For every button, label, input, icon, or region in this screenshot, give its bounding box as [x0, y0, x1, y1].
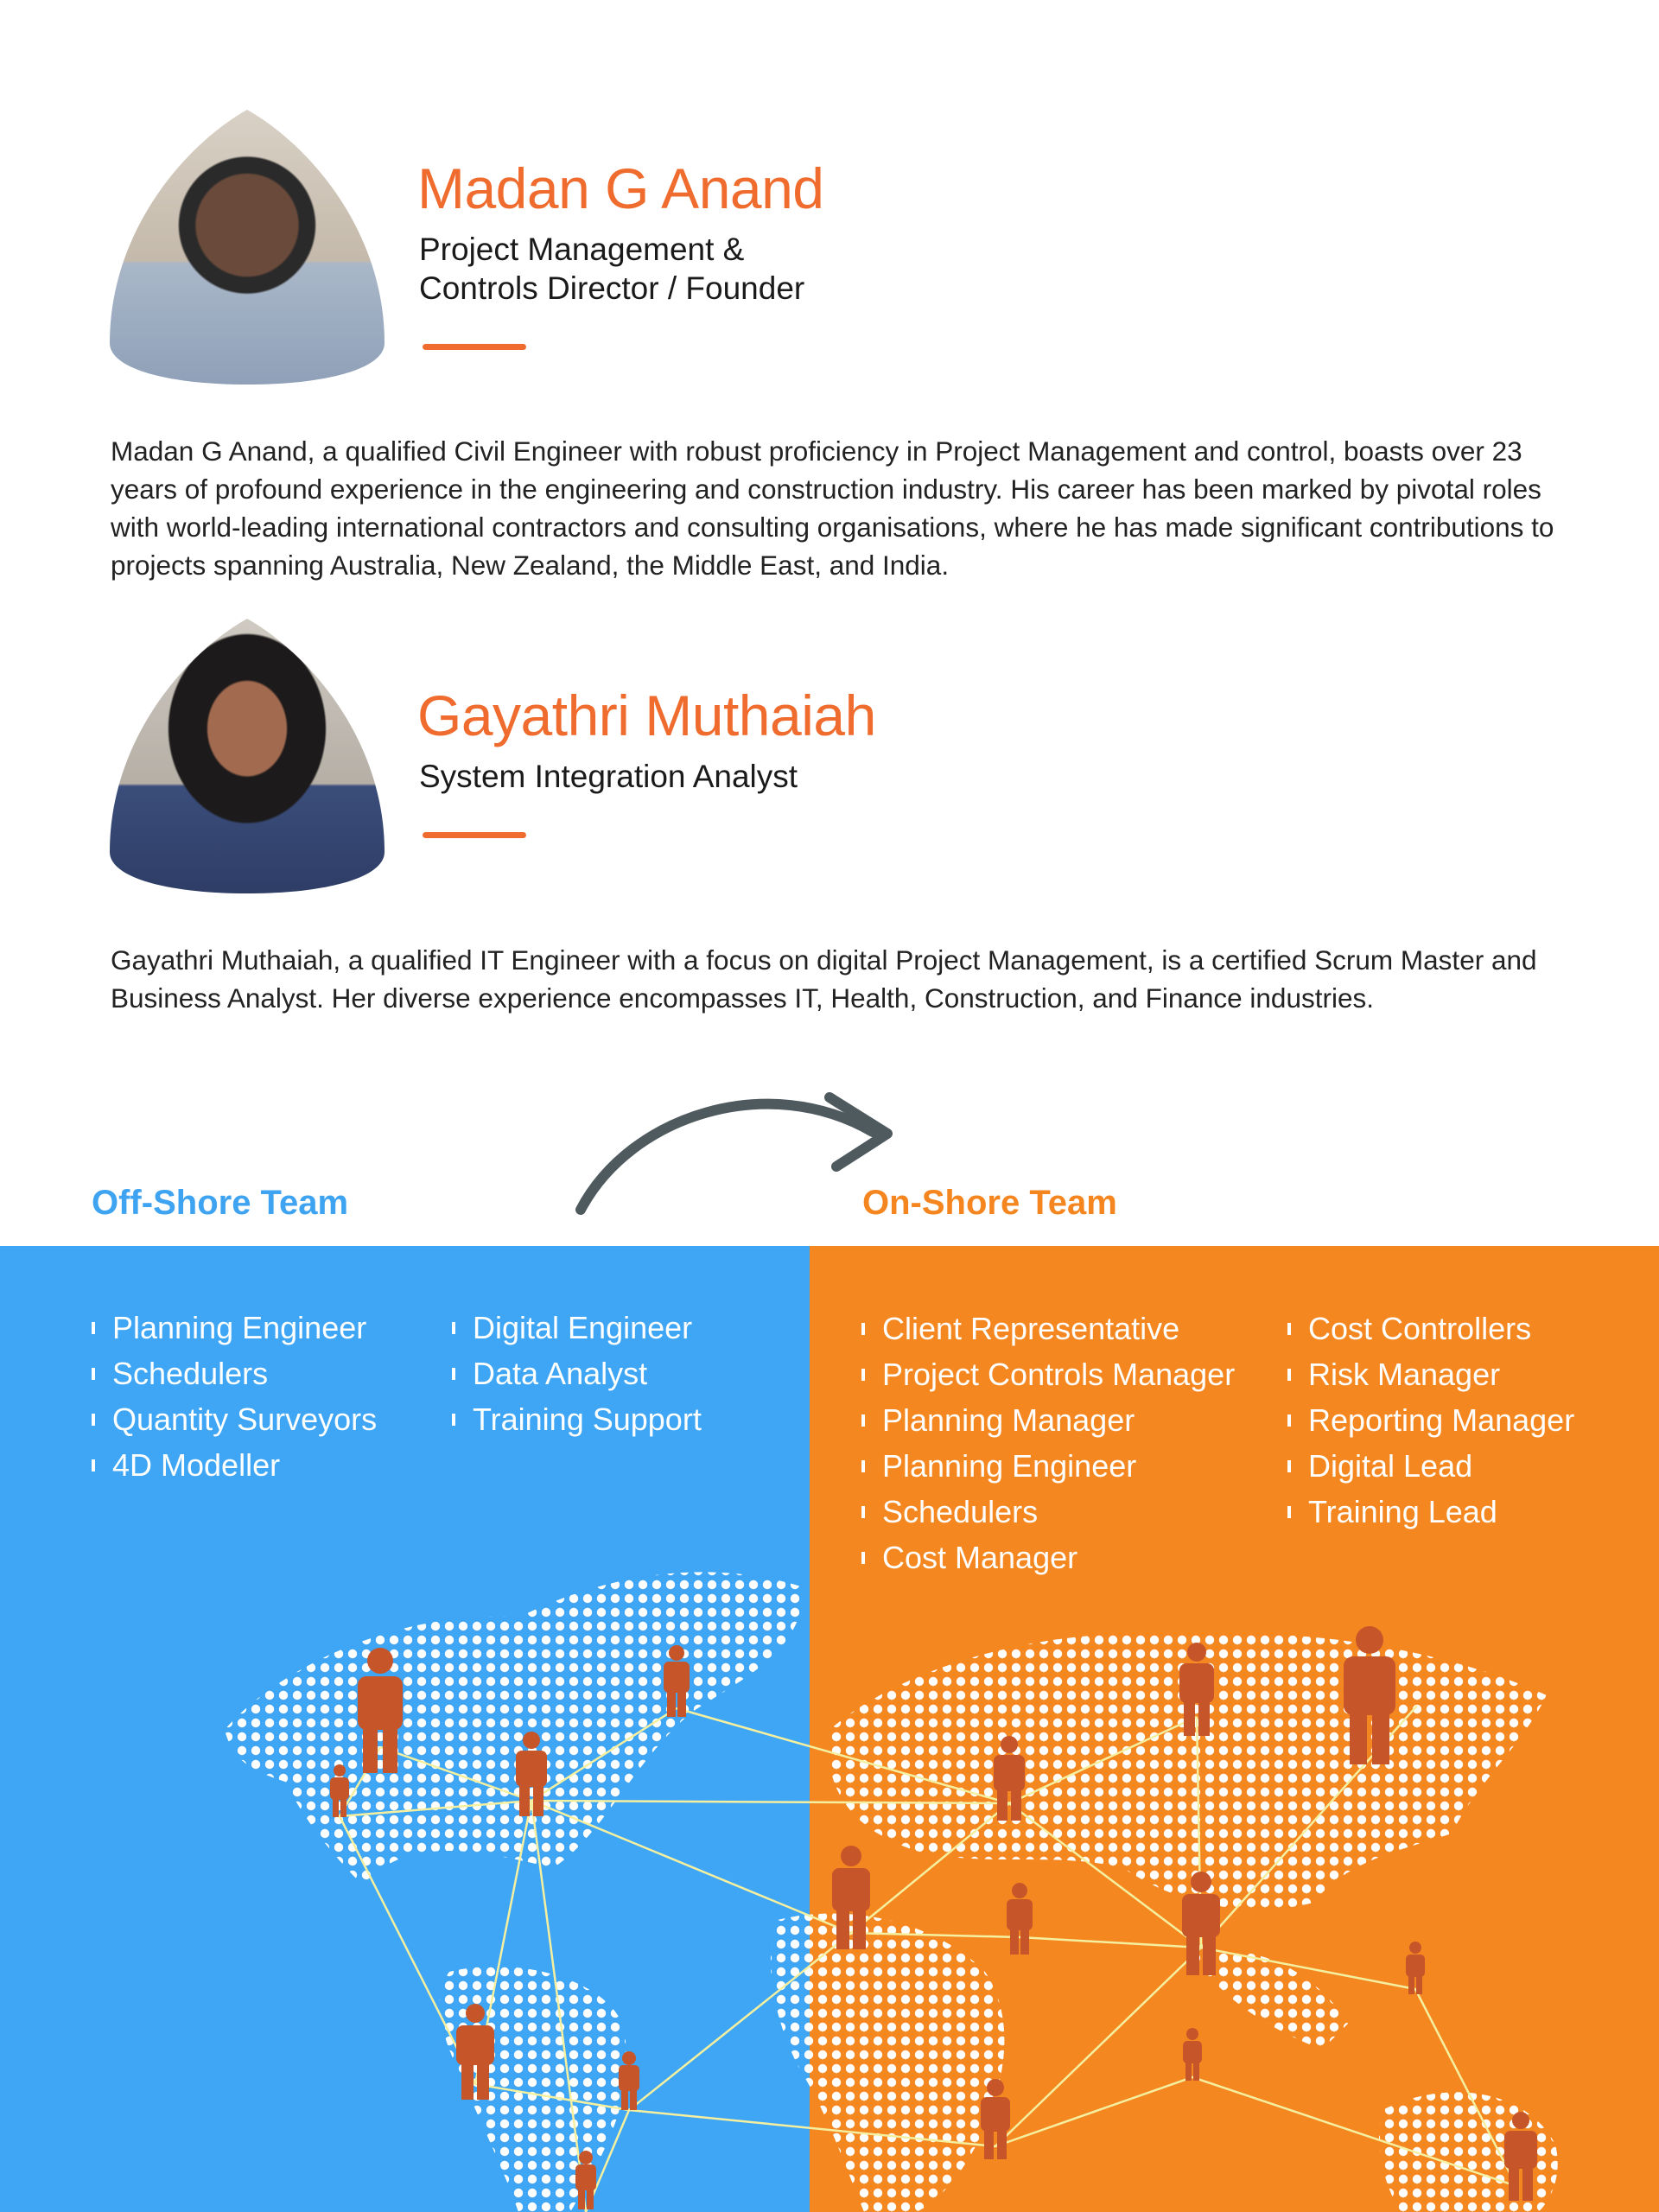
onshore-roles-col2 [1287, 1306, 1574, 1535]
list-item: Risk Manager [1287, 1351, 1574, 1397]
list-item: Project Controls Manager [861, 1351, 1235, 1397]
list-item: Schedulers [861, 1489, 1235, 1535]
list-item: Digital Engineer [452, 1305, 702, 1351]
list-item: Client Representative [861, 1306, 1235, 1351]
list-item: Cost Controllers [1287, 1306, 1574, 1351]
list-item: Reporting Manager [1287, 1397, 1574, 1443]
list-item: Digital Lead [1287, 1443, 1574, 1489]
profile-2-name: Gayathri Muthaiah [417, 683, 876, 747]
list-item: Schedulers [92, 1351, 377, 1396]
list-item: 4D Modeller [92, 1442, 377, 1488]
list-item: Training Support [452, 1396, 702, 1442]
offshore-team-title: Off-Shore Team [92, 1184, 349, 1222]
offshore-roles-col2 [452, 1305, 702, 1442]
profile-2-role: System Integration Analyst [419, 759, 798, 794]
list-item: Planning Engineer [861, 1443, 1235, 1489]
list-item: Quantity Surveyors [92, 1396, 377, 1442]
profile-2-bio: Gayathri Muthaiah, a qualified IT Engineer with a focus on digital Project Management, is a certified Scrum Master and Business Analyst. Her diverse experience encompasses IT, Health, Construction, and Finance industries. [111, 944, 1537, 1014]
onshore-roles-col1 [861, 1306, 1235, 1580]
list-item: Training Lead [1287, 1489, 1574, 1535]
profile-1-name: Madan G Anand [417, 156, 824, 220]
list-item: Planning Manager [861, 1397, 1235, 1443]
list-item: Cost Manager [861, 1535, 1235, 1580]
profile-1-divider [423, 344, 526, 350]
onshore-team-title: On-Shore Team [862, 1184, 1117, 1222]
madan-portrait [110, 110, 385, 385]
list-item: Planning Engineer [92, 1305, 377, 1351]
offshore-roles-col1 [92, 1305, 377, 1488]
profile-2-divider [423, 832, 526, 838]
profile-1-bio: Madan G Anand, a qualified Civil Engineer with robust proficiency in Project Management and control, boasts over 23 years of profound experience in the engineering and construction industry. His career has been marked by pivotal roles with world-leading international contractors and consulting organisations, where he has made significant contributions to projects spanning Australia, New Zealand, the Middle East, and India. [111, 435, 1554, 581]
profile-1-role: Project Management & Controls Director / Founder [419, 232, 805, 306]
list-item: Data Analyst [452, 1351, 702, 1396]
gayathri-portrait [110, 619, 385, 893]
